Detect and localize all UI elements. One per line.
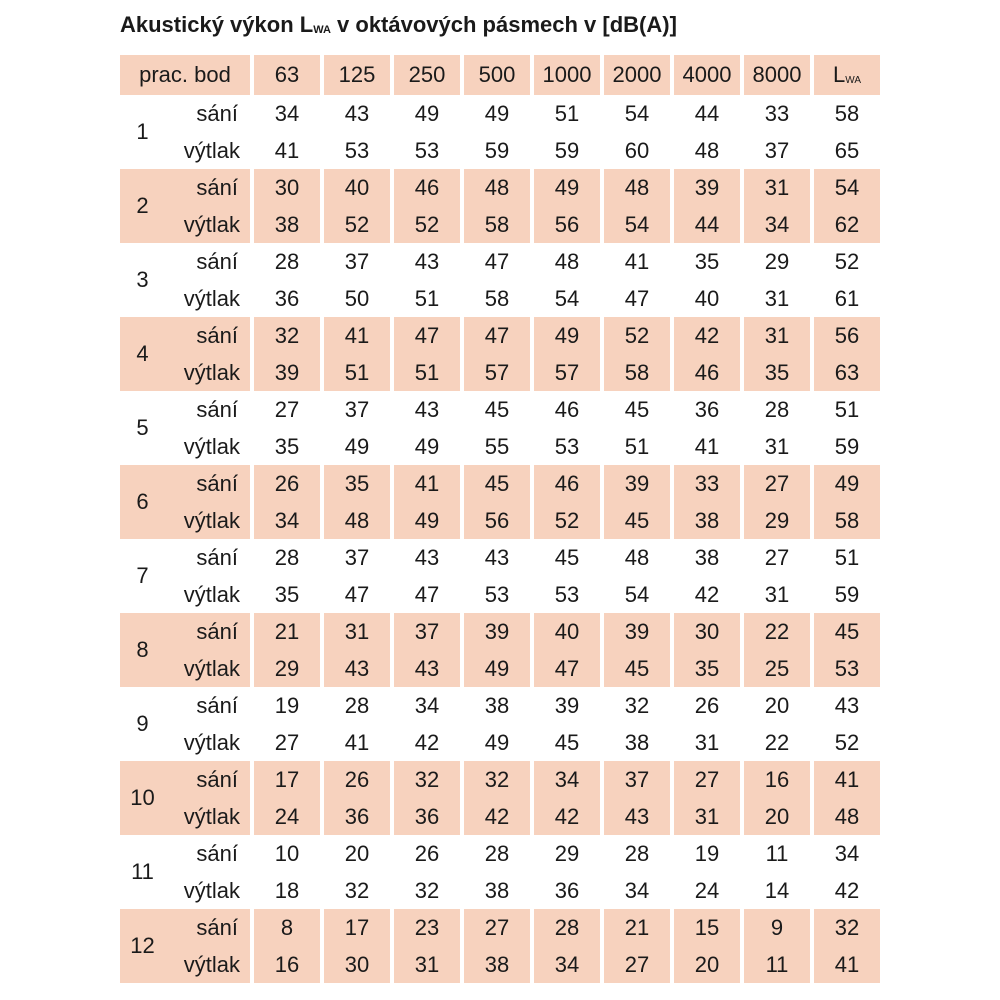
operating-point-number: 2 bbox=[136, 193, 149, 218]
operating-point-number: 5 bbox=[136, 415, 149, 440]
suction-value: 26 bbox=[274, 471, 300, 496]
operating-point-number: 6 bbox=[136, 489, 149, 514]
suction-value: 39 bbox=[624, 471, 650, 496]
discharge-value: 16 bbox=[274, 952, 300, 977]
discharge-value: 36 bbox=[414, 804, 440, 829]
discharge-label: výtlak bbox=[183, 952, 240, 977]
suction-label: sání bbox=[196, 397, 238, 422]
suction-value: 47 bbox=[484, 249, 510, 274]
discharge-value: 35 bbox=[764, 360, 790, 385]
suction-value: 28 bbox=[624, 841, 650, 866]
suction-value: 45 bbox=[834, 619, 860, 644]
discharge-value: 44 bbox=[694, 212, 720, 237]
discharge-value: 41 bbox=[834, 952, 860, 977]
discharge-value: 57 bbox=[554, 360, 580, 385]
discharge-value: 45 bbox=[554, 730, 580, 755]
discharge-value: 34 bbox=[624, 878, 650, 903]
suction-value: 33 bbox=[694, 471, 720, 496]
discharge-value: 38 bbox=[484, 878, 510, 903]
discharge-value: 65 bbox=[834, 138, 860, 163]
suction-value: 39 bbox=[694, 175, 720, 200]
discharge-value: 24 bbox=[274, 804, 300, 829]
suction-value: 28 bbox=[344, 693, 370, 718]
suction-value: 26 bbox=[694, 693, 720, 718]
suction-value: 43 bbox=[414, 249, 440, 274]
discharge-value: 52 bbox=[554, 508, 580, 533]
discharge-value: 27 bbox=[624, 952, 650, 977]
suction-value: 46 bbox=[554, 397, 580, 422]
discharge-value: 51 bbox=[414, 360, 440, 385]
title-rest: v oktávových pásmech v [dB(A)] bbox=[330, 12, 677, 37]
suction-value: 58 bbox=[834, 101, 860, 126]
discharge-value: 38 bbox=[694, 508, 720, 533]
discharge-value: 43 bbox=[624, 804, 650, 829]
discharge-label: výtlak bbox=[183, 434, 240, 459]
suction-value: 37 bbox=[344, 545, 370, 570]
suction-value: 49 bbox=[554, 323, 580, 348]
suction-label: sání bbox=[196, 767, 238, 792]
discharge-value: 50 bbox=[344, 286, 370, 311]
discharge-value: 41 bbox=[344, 730, 370, 755]
suction-value: 56 bbox=[834, 323, 860, 348]
discharge-value: 59 bbox=[484, 138, 510, 163]
suction-value: 37 bbox=[344, 397, 370, 422]
suction-value: 45 bbox=[624, 397, 650, 422]
suction-value: 32 bbox=[624, 693, 650, 718]
discharge-value: 48 bbox=[834, 804, 860, 829]
discharge-value: 32 bbox=[344, 878, 370, 903]
suction-value: 26 bbox=[414, 841, 440, 866]
discharge-value: 31 bbox=[694, 730, 720, 755]
discharge-value: 58 bbox=[484, 286, 510, 311]
discharge-value: 42 bbox=[694, 582, 720, 607]
operating-point-number: 1 bbox=[136, 119, 149, 144]
discharge-value: 42 bbox=[834, 878, 860, 903]
suction-label: sání bbox=[196, 249, 238, 274]
discharge-value: 43 bbox=[344, 656, 370, 681]
discharge-value: 39 bbox=[274, 360, 300, 385]
header-frequency: 8000 bbox=[752, 62, 802, 87]
suction-value: 48 bbox=[624, 545, 650, 570]
suction-value: 35 bbox=[694, 249, 720, 274]
discharge-label: výtlak bbox=[183, 212, 240, 237]
header-frequency: 125 bbox=[338, 62, 376, 87]
suction-value: 31 bbox=[344, 619, 370, 644]
suction-value: 10 bbox=[274, 841, 300, 866]
discharge-value: 51 bbox=[414, 286, 440, 311]
suction-value: 39 bbox=[624, 619, 650, 644]
discharge-value: 38 bbox=[274, 212, 300, 237]
suction-value: 51 bbox=[834, 397, 860, 422]
suction-value: 28 bbox=[274, 545, 300, 570]
suction-value: 17 bbox=[274, 767, 300, 792]
discharge-value: 53 bbox=[344, 138, 370, 163]
suction-label: sání bbox=[196, 545, 238, 570]
suction-value: 54 bbox=[624, 101, 650, 126]
discharge-value: 27 bbox=[274, 730, 300, 755]
discharge-value: 57 bbox=[484, 360, 510, 385]
suction-value: 34 bbox=[414, 693, 440, 718]
discharge-value: 11 bbox=[765, 952, 789, 977]
suction-value: 28 bbox=[274, 249, 300, 274]
discharge-value: 48 bbox=[344, 508, 370, 533]
discharge-value: 49 bbox=[484, 656, 510, 681]
discharge-value: 38 bbox=[624, 730, 650, 755]
suction-value: 38 bbox=[484, 693, 510, 718]
discharge-label: výtlak bbox=[183, 360, 240, 385]
suction-value: 38 bbox=[694, 545, 720, 570]
discharge-label: výtlak bbox=[183, 508, 240, 533]
discharge-value: 36 bbox=[554, 878, 580, 903]
suction-value: 37 bbox=[414, 619, 440, 644]
suction-value: 27 bbox=[274, 397, 300, 422]
discharge-value: 51 bbox=[344, 360, 370, 385]
discharge-value: 53 bbox=[554, 434, 580, 459]
suction-label: sání bbox=[196, 915, 238, 940]
discharge-value: 30 bbox=[344, 952, 370, 977]
suction-value: 43 bbox=[414, 545, 440, 570]
suction-value: 49 bbox=[834, 471, 860, 496]
suction-value: 49 bbox=[414, 101, 440, 126]
suction-value: 41 bbox=[414, 471, 440, 496]
discharge-value: 34 bbox=[274, 508, 300, 533]
discharge-value: 53 bbox=[414, 138, 440, 163]
discharge-label: výtlak bbox=[183, 656, 240, 681]
discharge-value: 54 bbox=[554, 286, 580, 311]
discharge-value: 58 bbox=[834, 508, 860, 533]
suction-value: 32 bbox=[834, 915, 860, 940]
suction-value: 49 bbox=[554, 175, 580, 200]
suction-value: 47 bbox=[484, 323, 510, 348]
suction-value: 17 bbox=[344, 915, 370, 940]
suction-value: 54 bbox=[834, 175, 860, 200]
suction-value: 39 bbox=[484, 619, 510, 644]
discharge-value: 18 bbox=[274, 878, 300, 903]
discharge-value: 41 bbox=[694, 434, 720, 459]
discharge-value: 62 bbox=[834, 212, 860, 237]
discharge-value: 31 bbox=[694, 804, 720, 829]
suction-value: 46 bbox=[554, 471, 580, 496]
suction-value: 46 bbox=[414, 175, 440, 200]
suction-value: 44 bbox=[694, 101, 720, 126]
discharge-value: 52 bbox=[414, 212, 440, 237]
discharge-value: 53 bbox=[834, 656, 860, 681]
discharge-value: 46 bbox=[694, 360, 720, 385]
discharge-value: 47 bbox=[414, 582, 440, 607]
discharge-value: 54 bbox=[624, 582, 650, 607]
discharge-value: 34 bbox=[554, 952, 580, 977]
discharge-value: 47 bbox=[554, 656, 580, 681]
discharge-value: 36 bbox=[274, 286, 300, 311]
suction-value: 30 bbox=[274, 175, 300, 200]
suction-value: 28 bbox=[554, 915, 580, 940]
suction-value: 29 bbox=[554, 841, 580, 866]
table-row-group bbox=[120, 835, 890, 909]
suction-value: 37 bbox=[344, 249, 370, 274]
suction-value: 16 bbox=[764, 767, 790, 792]
table-row-group bbox=[120, 317, 890, 391]
discharge-value: 31 bbox=[764, 286, 790, 311]
suction-value: 20 bbox=[344, 841, 370, 866]
suction-label: sání bbox=[196, 323, 238, 348]
suction-value: 8 bbox=[280, 915, 294, 940]
suction-value: 30 bbox=[694, 619, 720, 644]
suction-label: sání bbox=[196, 841, 238, 866]
discharge-value: 58 bbox=[624, 360, 650, 385]
discharge-label: výtlak bbox=[183, 804, 240, 829]
suction-value: 34 bbox=[274, 101, 300, 126]
operating-point-number: 12 bbox=[130, 933, 155, 958]
suction-value: 47 bbox=[414, 323, 440, 348]
discharge-value: 36 bbox=[344, 804, 370, 829]
suction-value: 21 bbox=[274, 619, 300, 644]
discharge-value: 47 bbox=[344, 582, 370, 607]
operating-point-number: 9 bbox=[136, 711, 149, 736]
suction-value: 43 bbox=[414, 397, 440, 422]
discharge-value: 29 bbox=[274, 656, 300, 681]
header-frequency: 63 bbox=[274, 62, 300, 87]
discharge-value: 38 bbox=[484, 952, 510, 977]
suction-value: 31 bbox=[764, 323, 790, 348]
suction-value: 43 bbox=[484, 545, 510, 570]
discharge-value: 35 bbox=[274, 434, 300, 459]
suction-value: 9 bbox=[770, 915, 784, 940]
discharge-value: 56 bbox=[484, 508, 510, 533]
header-frequency: 1000 bbox=[542, 62, 592, 87]
suction-value: 19 bbox=[274, 693, 300, 718]
discharge-value: 54 bbox=[624, 212, 650, 237]
discharge-value: 37 bbox=[764, 138, 790, 163]
discharge-value: 20 bbox=[764, 804, 790, 829]
discharge-value: 42 bbox=[414, 730, 440, 755]
discharge-value: 61 bbox=[834, 286, 860, 311]
suction-value: 33 bbox=[764, 101, 790, 126]
suction-value: 28 bbox=[764, 397, 790, 422]
suction-value: 29 bbox=[764, 249, 790, 274]
discharge-value: 55 bbox=[484, 434, 510, 459]
suction-value: 27 bbox=[764, 471, 790, 496]
title-main: Akustický výkon L bbox=[120, 12, 314, 37]
suction-value: 48 bbox=[484, 175, 510, 200]
suction-value: 48 bbox=[624, 175, 650, 200]
suction-value: 37 bbox=[624, 767, 650, 792]
suction-value: 19 bbox=[694, 841, 720, 866]
discharge-value: 58 bbox=[484, 212, 510, 237]
suction-value: 27 bbox=[694, 767, 720, 792]
discharge-value: 52 bbox=[344, 212, 370, 237]
discharge-value: 31 bbox=[764, 582, 790, 607]
discharge-value: 59 bbox=[834, 434, 860, 459]
suction-label: sání bbox=[196, 175, 238, 200]
suction-value: 42 bbox=[694, 323, 720, 348]
discharge-value: 53 bbox=[554, 582, 580, 607]
suction-value: 26 bbox=[344, 767, 370, 792]
suction-label: sání bbox=[196, 471, 238, 496]
discharge-label: výtlak bbox=[183, 286, 240, 311]
discharge-value: 35 bbox=[694, 656, 720, 681]
discharge-value: 48 bbox=[694, 138, 720, 163]
suction-value: 40 bbox=[344, 175, 370, 200]
suction-value: 31 bbox=[764, 175, 790, 200]
discharge-value: 43 bbox=[414, 656, 440, 681]
discharge-value: 35 bbox=[274, 582, 300, 607]
table-row-group bbox=[120, 243, 890, 317]
header-total-subscript: WA bbox=[845, 75, 861, 86]
discharge-value: 32 bbox=[414, 878, 440, 903]
suction-label: sání bbox=[196, 693, 238, 718]
suction-value: 35 bbox=[344, 471, 370, 496]
discharge-value: 25 bbox=[764, 656, 790, 681]
table-row-group bbox=[120, 95, 890, 169]
operating-point-number: 10 bbox=[130, 785, 155, 810]
discharge-label: výtlak bbox=[183, 730, 240, 755]
suction-value: 52 bbox=[624, 323, 650, 348]
header-frequency: 4000 bbox=[682, 62, 732, 87]
suction-value: 36 bbox=[694, 397, 720, 422]
suction-value: 43 bbox=[834, 693, 860, 718]
operating-point-number: 8 bbox=[136, 637, 149, 662]
discharge-value: 42 bbox=[484, 804, 510, 829]
title-subscript: WA bbox=[313, 24, 331, 36]
header-total bbox=[814, 55, 880, 95]
discharge-value: 56 bbox=[554, 212, 580, 237]
discharge-value: 42 bbox=[554, 804, 580, 829]
header-frequency: 500 bbox=[478, 62, 516, 87]
discharge-value: 59 bbox=[554, 138, 580, 163]
discharge-value: 49 bbox=[414, 508, 440, 533]
discharge-value: 47 bbox=[624, 286, 650, 311]
discharge-label: výtlak bbox=[183, 582, 240, 607]
discharge-value: 59 bbox=[834, 582, 860, 607]
discharge-value: 24 bbox=[694, 878, 720, 903]
suction-label: sání bbox=[196, 101, 238, 126]
suction-value: 49 bbox=[484, 101, 510, 126]
discharge-value: 20 bbox=[694, 952, 720, 977]
discharge-value: 53 bbox=[484, 582, 510, 607]
discharge-value: 45 bbox=[624, 656, 650, 681]
operating-point-number: 3 bbox=[136, 267, 149, 292]
suction-value: 28 bbox=[484, 841, 510, 866]
suction-value: 34 bbox=[554, 767, 580, 792]
table-row-group bbox=[120, 761, 890, 835]
discharge-value: 29 bbox=[764, 508, 790, 533]
suction-value: 32 bbox=[414, 767, 440, 792]
suction-value: 40 bbox=[554, 619, 580, 644]
suction-value: 51 bbox=[554, 101, 580, 126]
discharge-value: 41 bbox=[274, 138, 300, 163]
suction-value: 45 bbox=[484, 471, 510, 496]
discharge-value: 63 bbox=[834, 360, 860, 385]
discharge-value: 14 bbox=[764, 878, 790, 903]
header-point-label: prac. bod bbox=[139, 62, 231, 87]
discharge-label: výtlak bbox=[183, 878, 240, 903]
suction-value: 51 bbox=[834, 545, 860, 570]
suction-value: 48 bbox=[554, 249, 580, 274]
discharge-value: 31 bbox=[764, 434, 790, 459]
suction-value: 27 bbox=[764, 545, 790, 570]
suction-value: 39 bbox=[554, 693, 580, 718]
discharge-value: 49 bbox=[414, 434, 440, 459]
discharge-value: 34 bbox=[764, 212, 790, 237]
suction-value: 41 bbox=[834, 767, 860, 792]
suction-value: 22 bbox=[764, 619, 790, 644]
suction-label: sání bbox=[196, 619, 238, 644]
table-row-group bbox=[120, 539, 890, 613]
suction-value: 45 bbox=[554, 545, 580, 570]
header-frequency: 250 bbox=[408, 62, 446, 87]
discharge-value: 31 bbox=[414, 952, 440, 977]
discharge-value: 40 bbox=[694, 286, 720, 311]
discharge-value: 49 bbox=[344, 434, 370, 459]
discharge-value: 60 bbox=[624, 138, 650, 163]
operating-point-number: 11 bbox=[131, 859, 154, 884]
operating-point-number: 4 bbox=[136, 341, 149, 366]
header-frequency: 2000 bbox=[612, 62, 662, 87]
table-row-group bbox=[120, 391, 890, 465]
operating-point-number: 7 bbox=[136, 563, 149, 588]
suction-value: 15 bbox=[694, 915, 720, 940]
table-row-group bbox=[120, 613, 890, 687]
discharge-label: výtlak bbox=[183, 138, 240, 163]
table-row-group bbox=[120, 909, 890, 983]
suction-value: 32 bbox=[484, 767, 510, 792]
discharge-value: 52 bbox=[834, 730, 860, 755]
header-total-main: L bbox=[833, 62, 846, 87]
discharge-value: 49 bbox=[484, 730, 510, 755]
suction-value: 27 bbox=[484, 915, 510, 940]
suction-value: 41 bbox=[344, 323, 370, 348]
suction-value: 43 bbox=[344, 101, 370, 126]
table-row-group bbox=[120, 687, 890, 761]
discharge-value: 22 bbox=[764, 730, 790, 755]
discharge-value: 51 bbox=[624, 434, 650, 459]
header-row bbox=[120, 55, 890, 95]
suction-value: 32 bbox=[274, 323, 300, 348]
suction-value: 11 bbox=[765, 841, 789, 866]
suction-value: 21 bbox=[624, 915, 650, 940]
suction-value: 34 bbox=[834, 841, 860, 866]
table-row-group bbox=[120, 169, 890, 243]
suction-value: 20 bbox=[764, 693, 790, 718]
suction-value: 52 bbox=[834, 249, 860, 274]
suction-value: 41 bbox=[624, 249, 650, 274]
discharge-value: 45 bbox=[624, 508, 650, 533]
table-title bbox=[120, 12, 677, 38]
suction-value: 45 bbox=[484, 397, 510, 422]
table-row-group bbox=[120, 465, 890, 539]
suction-value: 23 bbox=[414, 915, 440, 940]
